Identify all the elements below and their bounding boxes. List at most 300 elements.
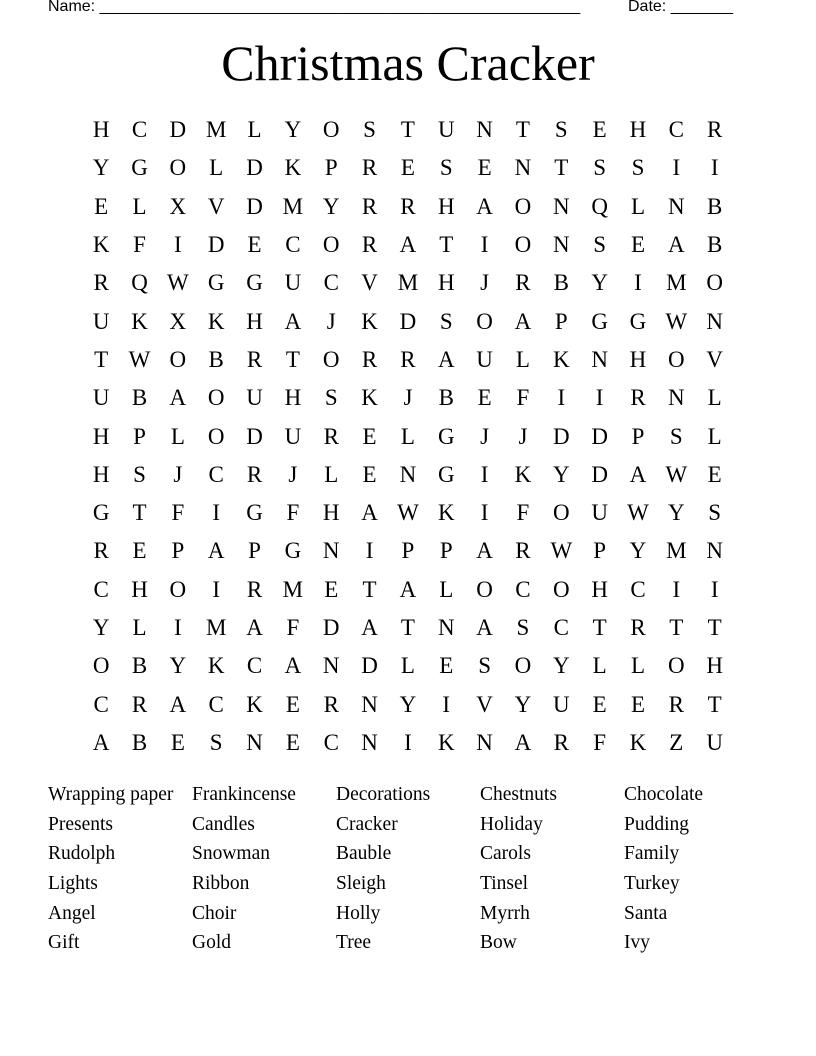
- grid-cell: S: [478, 653, 491, 679]
- word-list-item: Turkey: [624, 873, 680, 895]
- grid-cell: M: [666, 270, 687, 296]
- grid-cell: Y: [552, 653, 570, 679]
- grid-cell: C: [285, 232, 301, 258]
- grid-cell: I: [212, 576, 221, 602]
- word-list: [48, 780, 768, 958]
- grid-cell: N: [437, 615, 455, 640]
- grid-cell: R: [630, 385, 646, 411]
- grid-cell: S: [631, 155, 645, 181]
- word-list-item: Ivy: [624, 932, 650, 954]
- word-list-item: Bow: [480, 932, 517, 954]
- grid-cell: T: [362, 576, 377, 602]
- grid-cell: H: [92, 423, 110, 449]
- grid-cell: R: [361, 193, 378, 219]
- grid-cell: E: [630, 691, 646, 717]
- grid-cell: N: [476, 117, 493, 143]
- word-list-item: Family: [624, 843, 680, 865]
- grid-cell: D: [246, 423, 263, 449]
- grid-cell: R: [400, 346, 416, 372]
- grid-cell: N: [552, 232, 570, 258]
- grid-cell: D: [399, 308, 417, 334]
- word-list-item: Choir: [192, 902, 237, 924]
- grid-cell: O: [169, 576, 187, 602]
- grid-cell: A: [437, 346, 455, 372]
- grid-cell: H: [437, 270, 455, 296]
- grid-cell: C: [515, 576, 531, 602]
- grid-cell: A: [284, 653, 302, 679]
- grid-cell: G: [591, 308, 608, 334]
- grid-cell: O: [552, 576, 570, 602]
- grid-cell: V: [207, 193, 225, 219]
- word-list-item: Bauble: [336, 843, 392, 865]
- grid-cell: Y: [514, 691, 532, 717]
- grid-cell: S: [516, 615, 530, 640]
- grid-row: [82, 379, 734, 417]
- grid-cell: O: [169, 346, 187, 372]
- grid-cell: R: [323, 691, 339, 717]
- grid-cell: R: [515, 270, 531, 296]
- grid-cell: I: [634, 270, 642, 296]
- grid-cell: N: [361, 691, 378, 717]
- grid-cell: A: [668, 232, 685, 258]
- grid-cell: D: [361, 653, 378, 679]
- grid-cell: L: [400, 653, 415, 679]
- grid-cell: A: [476, 538, 493, 564]
- grid-cell: R: [630, 615, 646, 640]
- grid-cell: P: [248, 538, 261, 564]
- grid-cell: F: [516, 385, 530, 411]
- grid-cell: P: [401, 538, 415, 564]
- grid-cell: R: [246, 346, 263, 372]
- grid-cell: G: [437, 423, 455, 449]
- grid-cell: E: [170, 729, 185, 755]
- grid-cell: I: [672, 155, 681, 181]
- grid-cell: M: [282, 576, 304, 602]
- grid-cell: V: [476, 691, 493, 717]
- grid-cell: B: [553, 270, 569, 296]
- grid-cell: N: [476, 729, 493, 755]
- grid-cell: A: [361, 615, 378, 640]
- grid-row: [82, 341, 734, 379]
- grid-cell: N: [322, 538, 340, 564]
- word-list-item: Carols: [480, 843, 531, 865]
- grid-cell: N: [246, 729, 263, 755]
- word-list-item: Angel: [48, 902, 96, 924]
- grid-cell: U: [706, 729, 723, 755]
- grid-cell: U: [92, 385, 110, 411]
- page-title: Christmas Cracker: [221, 35, 595, 91]
- grid-cell: M: [205, 615, 227, 640]
- grid-cell: W: [550, 538, 573, 564]
- grid-cell: O: [322, 232, 340, 258]
- grid-cell: O: [552, 500, 570, 526]
- word-list-item: Cracker: [336, 813, 398, 835]
- grid-cell: E: [362, 461, 377, 487]
- grid-cell: R: [553, 729, 569, 755]
- grid-cell: Y: [92, 615, 110, 640]
- grid-row: [82, 149, 734, 187]
- grid-cell: O: [668, 346, 685, 372]
- grid-cell: O: [322, 117, 340, 143]
- grid-cell: S: [324, 385, 338, 411]
- grid-cell: I: [710, 155, 719, 181]
- grid-cell: E: [477, 155, 492, 181]
- grid-cell: E: [285, 729, 300, 755]
- grid-cell: B: [131, 385, 148, 411]
- grid-cell: S: [363, 117, 376, 143]
- grid-cell: V: [361, 270, 378, 296]
- grid-cell: Y: [629, 538, 647, 564]
- grid-cell: C: [668, 117, 684, 143]
- grid-cell: E: [630, 232, 646, 258]
- grid-cell: D: [322, 615, 340, 640]
- word-list-item: Sleigh: [336, 873, 386, 895]
- grid-cell: J: [480, 423, 490, 449]
- grid-cell: G: [92, 500, 110, 526]
- word-list-item: Candles: [192, 813, 255, 835]
- grid-cell: R: [707, 117, 723, 143]
- grid-row: [82, 456, 734, 494]
- grid-cell: S: [593, 232, 607, 258]
- grid-cell: L: [132, 615, 147, 640]
- grid-cell: E: [94, 193, 109, 219]
- grid-cell: F: [133, 232, 146, 258]
- grid-row: [82, 724, 734, 762]
- grid-cell: T: [94, 346, 109, 372]
- grid-cell: H: [131, 576, 148, 602]
- grid-cell: E: [439, 653, 454, 679]
- grid-cell: W: [665, 308, 688, 334]
- word-list-item: Presents: [48, 813, 113, 835]
- grid-cell: T: [439, 232, 454, 258]
- word-list-item: Snowman: [192, 843, 270, 865]
- grid-cell: D: [591, 423, 608, 449]
- grid-cell: Y: [399, 691, 417, 717]
- grid-cell: J: [326, 308, 336, 334]
- grid-cell: K: [207, 653, 225, 679]
- grid-cell: K: [284, 155, 302, 181]
- grid-cell: S: [554, 117, 568, 143]
- grid-cell: G: [246, 270, 263, 296]
- header: [0, 0, 816, 18]
- grid-cell: I: [212, 500, 221, 526]
- word-list-item: Myrrh: [480, 902, 530, 924]
- grid-cell: M: [205, 117, 227, 143]
- grid-cell: M: [397, 270, 419, 296]
- grid-row: [82, 264, 734, 302]
- grid-cell: N: [668, 385, 685, 411]
- grid-cell: N: [361, 729, 378, 755]
- grid-cell: I: [480, 500, 489, 526]
- grid-row: [82, 685, 734, 723]
- grid-cell: H: [92, 461, 110, 487]
- grid-cell: M: [282, 193, 304, 219]
- grid-cell: I: [710, 576, 719, 602]
- grid-cell: G: [629, 308, 647, 334]
- grid-row: [82, 647, 734, 685]
- grid-cell: I: [365, 538, 374, 564]
- grid-cell: O: [476, 308, 493, 334]
- word-list-item: Rudolph: [48, 843, 116, 865]
- grid-cell: Q: [591, 193, 608, 219]
- word-list-item: Holiday: [480, 813, 543, 835]
- grid-cell: R: [93, 270, 109, 296]
- word-list-item: Tinsel: [480, 873, 529, 895]
- grid-cell: C: [93, 576, 109, 602]
- grid-cell: L: [209, 155, 224, 181]
- letter-grid: [82, 111, 734, 762]
- grid-cell: D: [169, 117, 187, 143]
- grid-row: [82, 188, 734, 226]
- word-list-item: Wrapping paper: [48, 784, 174, 805]
- word-list-item: Tree: [336, 932, 372, 954]
- grid-cell: B: [438, 385, 454, 411]
- grid-cell: L: [400, 423, 415, 449]
- grid-cell: Y: [552, 461, 570, 487]
- grid-row: [82, 494, 734, 532]
- grid-cell: P: [439, 538, 453, 564]
- grid-cell: U: [92, 308, 110, 334]
- grid-cell: H: [629, 346, 647, 372]
- grid-cell: D: [207, 232, 225, 258]
- grid-cell: W: [627, 500, 649, 526]
- grid-cell: R: [93, 538, 109, 564]
- grid-cell: K: [437, 500, 455, 526]
- grid-cell: O: [514, 193, 532, 219]
- grid-cell: L: [707, 385, 722, 411]
- grid-cell: K: [92, 232, 110, 258]
- grid-cell: U: [476, 346, 493, 372]
- grid-cell: F: [516, 500, 530, 526]
- grid-cell: L: [630, 653, 646, 679]
- grid-cell: H: [437, 193, 455, 219]
- grid-cell: N: [552, 193, 570, 219]
- grid-cell: R: [323, 423, 339, 449]
- grid-cell: K: [437, 729, 455, 755]
- grid-cell: R: [515, 538, 531, 564]
- grid-cell: G: [246, 500, 263, 526]
- word-list-item: Gift: [48, 932, 80, 954]
- grid-cell: F: [593, 729, 607, 755]
- grid-cell: T: [707, 615, 722, 640]
- grid-cell: C: [323, 270, 339, 296]
- word-list-item: Frankincense: [192, 784, 296, 805]
- grid-cell: B: [208, 346, 224, 372]
- grid-cell: P: [324, 155, 338, 181]
- grid-cell: K: [246, 691, 263, 717]
- grid-cell: R: [246, 576, 263, 602]
- grid-cell: O: [207, 385, 225, 411]
- grid-cell: K: [361, 385, 378, 411]
- grid-cell: A: [514, 729, 532, 755]
- grid-cell: L: [170, 423, 185, 449]
- grid-cell: P: [631, 423, 645, 449]
- grid-cell: H: [92, 117, 110, 143]
- grid-cell: U: [591, 500, 608, 526]
- grid-cell: I: [595, 385, 604, 411]
- grid-cell: O: [514, 653, 532, 679]
- grid-cell: N: [706, 538, 723, 564]
- grid-cell: T: [669, 615, 684, 640]
- grid-cell: S: [593, 155, 607, 181]
- grid-cell: O: [92, 653, 110, 679]
- grid-cell: N: [591, 346, 608, 372]
- word-list-item: Santa: [624, 902, 668, 924]
- grid-cell: I: [672, 576, 681, 602]
- grid-cell: E: [132, 538, 147, 564]
- grid-row: [82, 417, 734, 455]
- grid-row: [82, 111, 734, 149]
- grid-cell: N: [322, 653, 340, 679]
- grid-cell: A: [169, 691, 187, 717]
- grid-cell: G: [207, 270, 225, 296]
- grid-cell: V: [706, 346, 723, 372]
- grid-cell: O: [514, 232, 532, 258]
- grid-cell: N: [706, 308, 723, 334]
- grid-cell: C: [208, 461, 224, 487]
- grid-cell: E: [477, 385, 492, 411]
- grid-cell: L: [707, 423, 722, 449]
- grid-cell: F: [286, 615, 300, 640]
- grid-cell: N: [668, 193, 685, 219]
- grid-cell: R: [400, 193, 416, 219]
- grid-cell: G: [131, 155, 148, 181]
- grid-cell: S: [669, 423, 683, 449]
- grid-cell: I: [442, 691, 451, 717]
- grid-cell: A: [514, 308, 532, 334]
- grid-cell: W: [167, 270, 189, 296]
- grid-cell: G: [437, 461, 455, 487]
- grid-cell: I: [557, 385, 566, 411]
- grid-cell: B: [131, 653, 148, 679]
- grid-cell: L: [324, 461, 339, 487]
- grid-cell: H: [246, 308, 263, 334]
- grid-cell: J: [518, 423, 528, 449]
- grid-cell: U: [552, 691, 570, 717]
- grid-cell: U: [284, 270, 302, 296]
- grid-cell: N: [514, 155, 532, 181]
- grid-cell: X: [169, 308, 187, 334]
- grid-cell: K: [514, 461, 532, 487]
- grid-cell: E: [592, 691, 607, 717]
- grid-cell: K: [629, 729, 647, 755]
- grid-row: [82, 571, 734, 609]
- grid-cell: G: [284, 538, 302, 564]
- grid-cell: L: [439, 576, 454, 602]
- grid-cell: I: [480, 461, 489, 487]
- grid-cell: A: [629, 461, 647, 487]
- grid-cell: E: [324, 576, 339, 602]
- grid-cell: J: [173, 461, 183, 487]
- grid-cell: L: [630, 193, 646, 219]
- grid-cell: R: [361, 232, 378, 258]
- grid-cell: D: [246, 193, 263, 219]
- grid-cell: A: [284, 308, 302, 334]
- grid-cell: P: [593, 538, 607, 564]
- grid-cell: F: [286, 500, 300, 526]
- grid-cell: E: [707, 461, 722, 487]
- grid-cell: S: [439, 155, 453, 181]
- grid-cell: S: [708, 500, 722, 526]
- grid-cell: T: [592, 615, 607, 640]
- word-list-item: Gold: [192, 932, 231, 954]
- grid-cell: E: [592, 117, 607, 143]
- grid-cell: T: [400, 615, 415, 640]
- grid-cell: M: [666, 538, 687, 564]
- grid-cell: J: [403, 385, 413, 411]
- grid-cell: W: [397, 500, 419, 526]
- grid-cell: F: [171, 500, 185, 526]
- grid-cell: O: [476, 576, 493, 602]
- grid-cell: E: [285, 691, 300, 717]
- grid-cell: L: [132, 193, 147, 219]
- grid-cell: S: [209, 729, 223, 755]
- grid-cell: A: [476, 193, 493, 219]
- grid-cell: W: [665, 461, 688, 487]
- grid-cell: A: [246, 615, 263, 640]
- grid-cell: X: [169, 193, 187, 219]
- grid-cell: C: [630, 576, 646, 602]
- grid-cell: S: [133, 461, 146, 487]
- grid-cell: E: [247, 232, 262, 258]
- grid-cell: E: [362, 423, 377, 449]
- grid-cell: Z: [669, 729, 684, 755]
- grid-cell: A: [169, 385, 187, 411]
- grid-cell: C: [246, 653, 263, 679]
- name-field-label: Name: ______________________________________________________: [48, 0, 581, 15]
- grid-cell: U: [284, 423, 302, 449]
- grid-cell: H: [706, 653, 723, 679]
- grid-cell: I: [480, 232, 489, 258]
- grid-cell: C: [323, 729, 339, 755]
- grid-cell: C: [208, 691, 224, 717]
- word-list-item: Holly: [336, 902, 381, 924]
- grid-cell: K: [207, 308, 225, 334]
- grid-cell: W: [128, 346, 151, 372]
- grid-cell: Y: [591, 270, 608, 296]
- grid-cell: T: [707, 691, 722, 717]
- grid-cell: Y: [322, 193, 340, 219]
- grid-cell: A: [361, 500, 378, 526]
- grid-cell: L: [592, 653, 607, 679]
- grid-cell: I: [404, 729, 412, 755]
- grid-cell: I: [174, 615, 182, 640]
- grid-cell: E: [400, 155, 415, 181]
- word-list-item: Decorations: [336, 784, 431, 805]
- grid-cell: L: [247, 117, 262, 143]
- grid-cell: R: [131, 691, 148, 717]
- grid-cell: B: [707, 193, 723, 219]
- grid-cell: Y: [284, 117, 302, 143]
- grid-cell: U: [246, 385, 263, 411]
- grid-cell: H: [591, 576, 608, 602]
- grid-cell: A: [476, 615, 493, 640]
- grid-cell: H: [284, 385, 302, 411]
- grid-cell: U: [437, 117, 455, 143]
- grid-cell: T: [285, 346, 300, 372]
- grid-cell: B: [707, 232, 723, 258]
- grid-cell: L: [515, 346, 530, 372]
- grid-cell: C: [553, 615, 569, 640]
- grid-cell: R: [668, 691, 684, 717]
- grid-cell: D: [552, 423, 570, 449]
- grid-row: [82, 609, 734, 647]
- grid-cell: K: [361, 308, 378, 334]
- grid-row: [82, 532, 734, 570]
- grid-cell: Y: [169, 653, 187, 679]
- grid-cell: S: [439, 308, 453, 334]
- grid-cell: R: [361, 346, 378, 372]
